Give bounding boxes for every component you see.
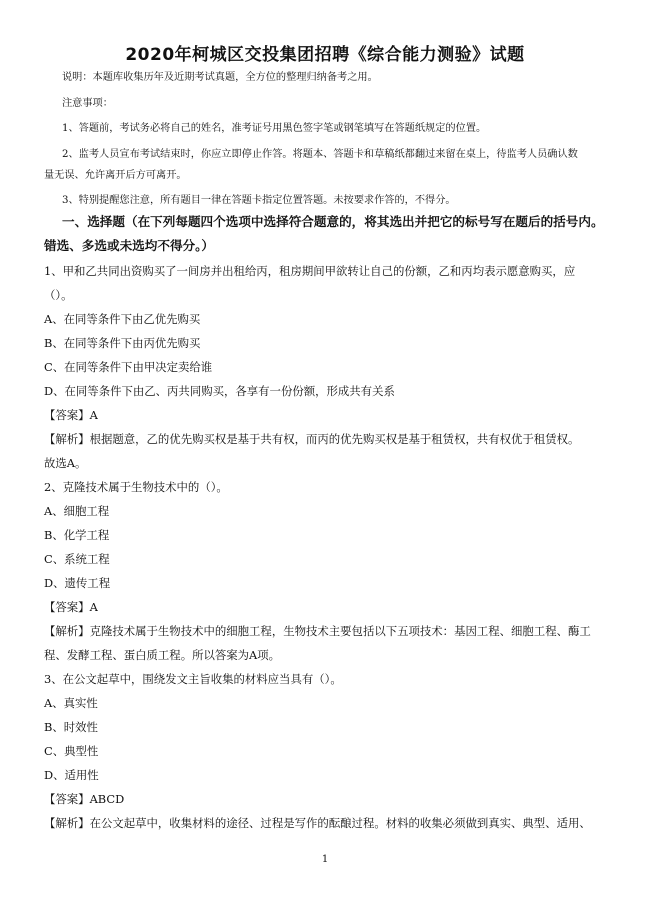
question-3-option-a: A、真实性 [44, 696, 98, 710]
question-1-option-a: A、在同等条件下由乙优先购买 [44, 312, 201, 326]
question-3-option-b: B、时效性 [44, 720, 98, 734]
section-heading-continued: 错选、多选或未选均不得分。） [44, 238, 215, 253]
question-2-option-c: C、系统工程 [44, 552, 110, 566]
question-1-option-b: B、在同等条件下由丙优先购买 [44, 336, 201, 350]
question-2-option-d: D、遗传工程 [44, 576, 111, 590]
question-1-analysis: 【解析】根据题意，乙的优先购买权是基于共有权，而丙的优先购买权是基于租赁权，共有权优于租赁权。 [44, 432, 580, 446]
notice-item: 3、特别提醒您注意，所有题目一律在答题卡指定位置答题。未按要求作答的，不得分。 [62, 195, 456, 206]
question-2-stem: 2、克隆技术属于生物技术中的（）。 [44, 480, 228, 494]
question-1-analysis-continued: 故选A。 [44, 456, 87, 470]
question-3-answer: 【答案】ABCD [44, 792, 125, 806]
question-1-answer: 【答案】A [44, 408, 98, 422]
page-number: 1 [321, 854, 329, 865]
question-2-analysis: 【解析】克隆技术属于生物技术中的细胞工程，生物技术主要包括以下五项技术：基因工程、细胞工程、酶工 [44, 624, 591, 638]
question-2-answer: 【答案】A [44, 600, 98, 614]
notice-item-continued: 量无误、允许离开后方可离开。 [44, 170, 187, 181]
question-3-stem: 3、在公文起草中，围绕发文主旨收集的材料应当具有（）。 [44, 672, 342, 686]
notice-heading: 注意事项： [62, 98, 113, 109]
intro-text: 说明：本题库收集历年及近期考试真题，全方位的整理归纳备考之用。 [62, 72, 378, 83]
question-2-option-a: A、细胞工程 [44, 504, 110, 518]
question-1-stem-continued: （）。 [44, 288, 73, 302]
question-1-option-d: D、在同等条件下由乙、丙共同购买，各享有一份份额，形成共有关系 [44, 384, 395, 398]
question-2-option-b: B、化学工程 [44, 528, 110, 542]
question-2-analysis-continued: 程、发酵工程、蛋白质工程。所以答案为A项。 [44, 648, 281, 662]
question-3-analysis: 【解析】在公文起草中，收集材料的途径、过程是写作的酝酿过程。材料的收集必须做到真实、典型、适用、 [44, 816, 591, 830]
notice-item: 2、监考人员宣布考试结束时，你应立即停止作答。将题本、答题卡和草稿纸都翻过来留在桌上，待监考人员确认数 [62, 149, 578, 160]
question-3-option-c: C、典型性 [44, 744, 99, 758]
notice-item: 1、答题前，考试务必将自己的姓名，准考证号用黑色签字笔或钢笔填写在答题纸规定的位置。 [62, 123, 487, 134]
section-heading: 一、选择题（在下列每题四个选项中选择符合题意的，将其选出并把它的标号写在题后的括号内。 [62, 214, 604, 229]
document-title: 2020年柯城区交投集团招聘《综合能力测验》试题 [125, 45, 525, 65]
question-3-option-d: D、适用性 [44, 768, 99, 782]
question-1-stem: 1、甲和乙共同出资购买了一间房并出租给丙，租房期间甲欲转让自己的份额，乙和丙均表示愿意购买，应 [44, 264, 576, 278]
question-1-option-c: C、在同等条件下由甲决定卖给谁 [44, 360, 213, 374]
